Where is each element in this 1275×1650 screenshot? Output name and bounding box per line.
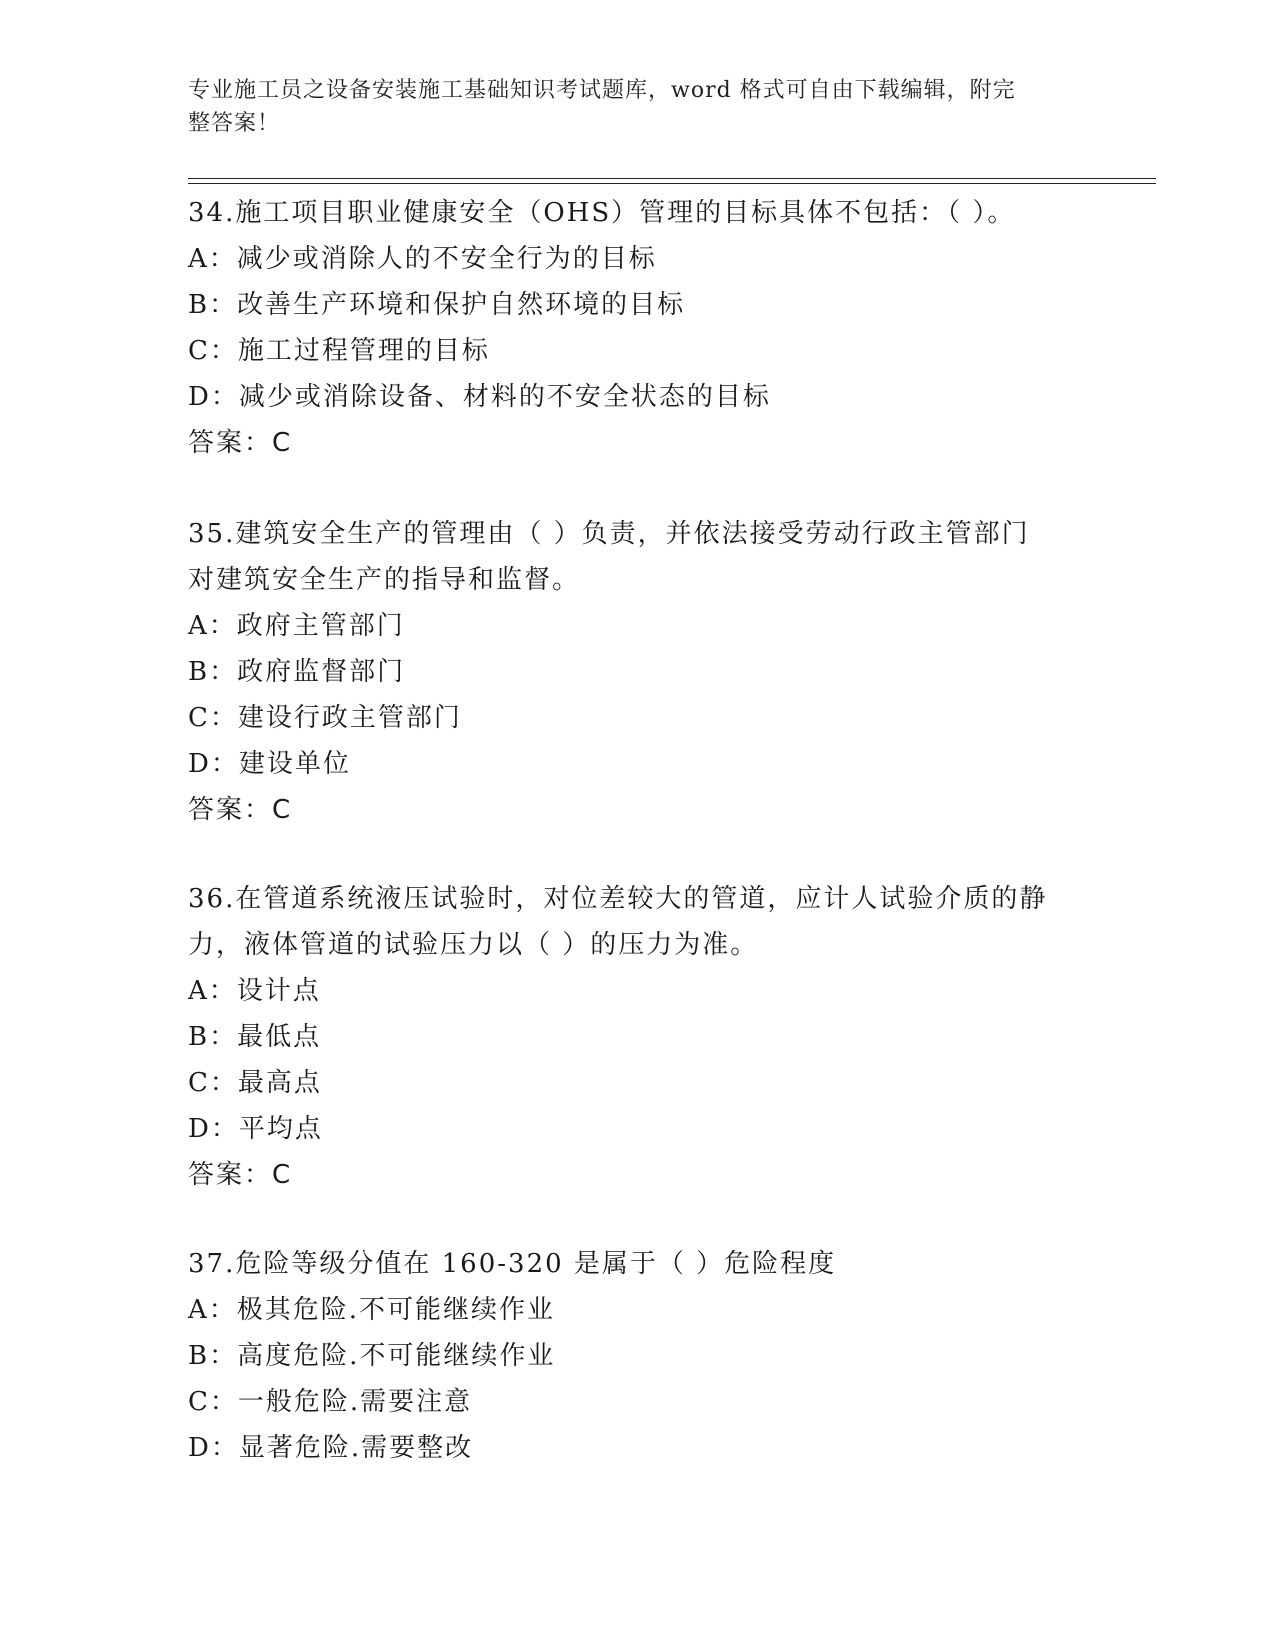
question-stem-continued: 对建筑安全生产的指导和监督。 (188, 565, 581, 595)
header-divider-bottom (188, 183, 1156, 184)
option-a: A：政府主管部门 (188, 611, 405, 641)
document-header (188, 74, 1078, 140)
question-stem: 35.建筑安全生产的管理由（ ）负责，并依法接受劳动行政主管部门 (188, 519, 1030, 549)
question-stem: 36.在管道系统液压试验时，对位差较大的管道，应计人试验介质的静 (188, 884, 1048, 914)
option-d: D：减少或消除设备、材料的不安全状态的目标 (188, 382, 771, 412)
question-35 (188, 511, 1088, 833)
option-b: B：改善生产环境和保护自然环境的目标 (188, 290, 686, 320)
answer: 答案：C (188, 428, 293, 458)
question-stem: 37.危险等级分值在 160-320 是属于（ ）危险程度 (188, 1249, 837, 1279)
option-b: B：政府监督部门 (188, 657, 406, 687)
header-divider-top (188, 178, 1156, 179)
option-d: D：平均点 (188, 1114, 323, 1144)
option-d: D：显著危险.需要整改 (188, 1433, 474, 1463)
header-line-2: 整答案！ (188, 111, 281, 136)
question-stem-continued: 力，液体管道的试验压力以（ ）的压力为准。 (188, 930, 759, 960)
option-c: C：最高点 (188, 1068, 322, 1098)
answer: 答案：C (188, 795, 293, 825)
option-a: A：减少或消除人的不安全行为的目标 (188, 244, 657, 274)
option-c: C：施工过程管理的目标 (188, 336, 490, 366)
option-b: B：最低点 (188, 1022, 322, 1052)
question-37 (188, 1241, 1088, 1471)
answer: 答案：C (188, 1160, 293, 1190)
option-b: B：高度危险.不可能继续作业 (188, 1341, 556, 1371)
option-a: A：极其危险.不可能继续作业 (188, 1295, 556, 1325)
question-36 (188, 876, 1088, 1198)
question-34 (188, 190, 1088, 466)
question-stem: 34.施工项目职业健康安全（OHS）管理的目标具体不包括：（ ）。 (188, 198, 1016, 228)
header-line-1: 专业施工员之设备安装施工基础知识考试题库，word 格式可自由下载编辑，附完 (188, 78, 1016, 103)
option-a: A：设计点 (188, 976, 321, 1006)
option-c: C：一般危险.需要注意 (188, 1387, 473, 1417)
option-d: D：建设单位 (188, 749, 351, 779)
option-c: C：建设行政主管部门 (188, 703, 462, 733)
